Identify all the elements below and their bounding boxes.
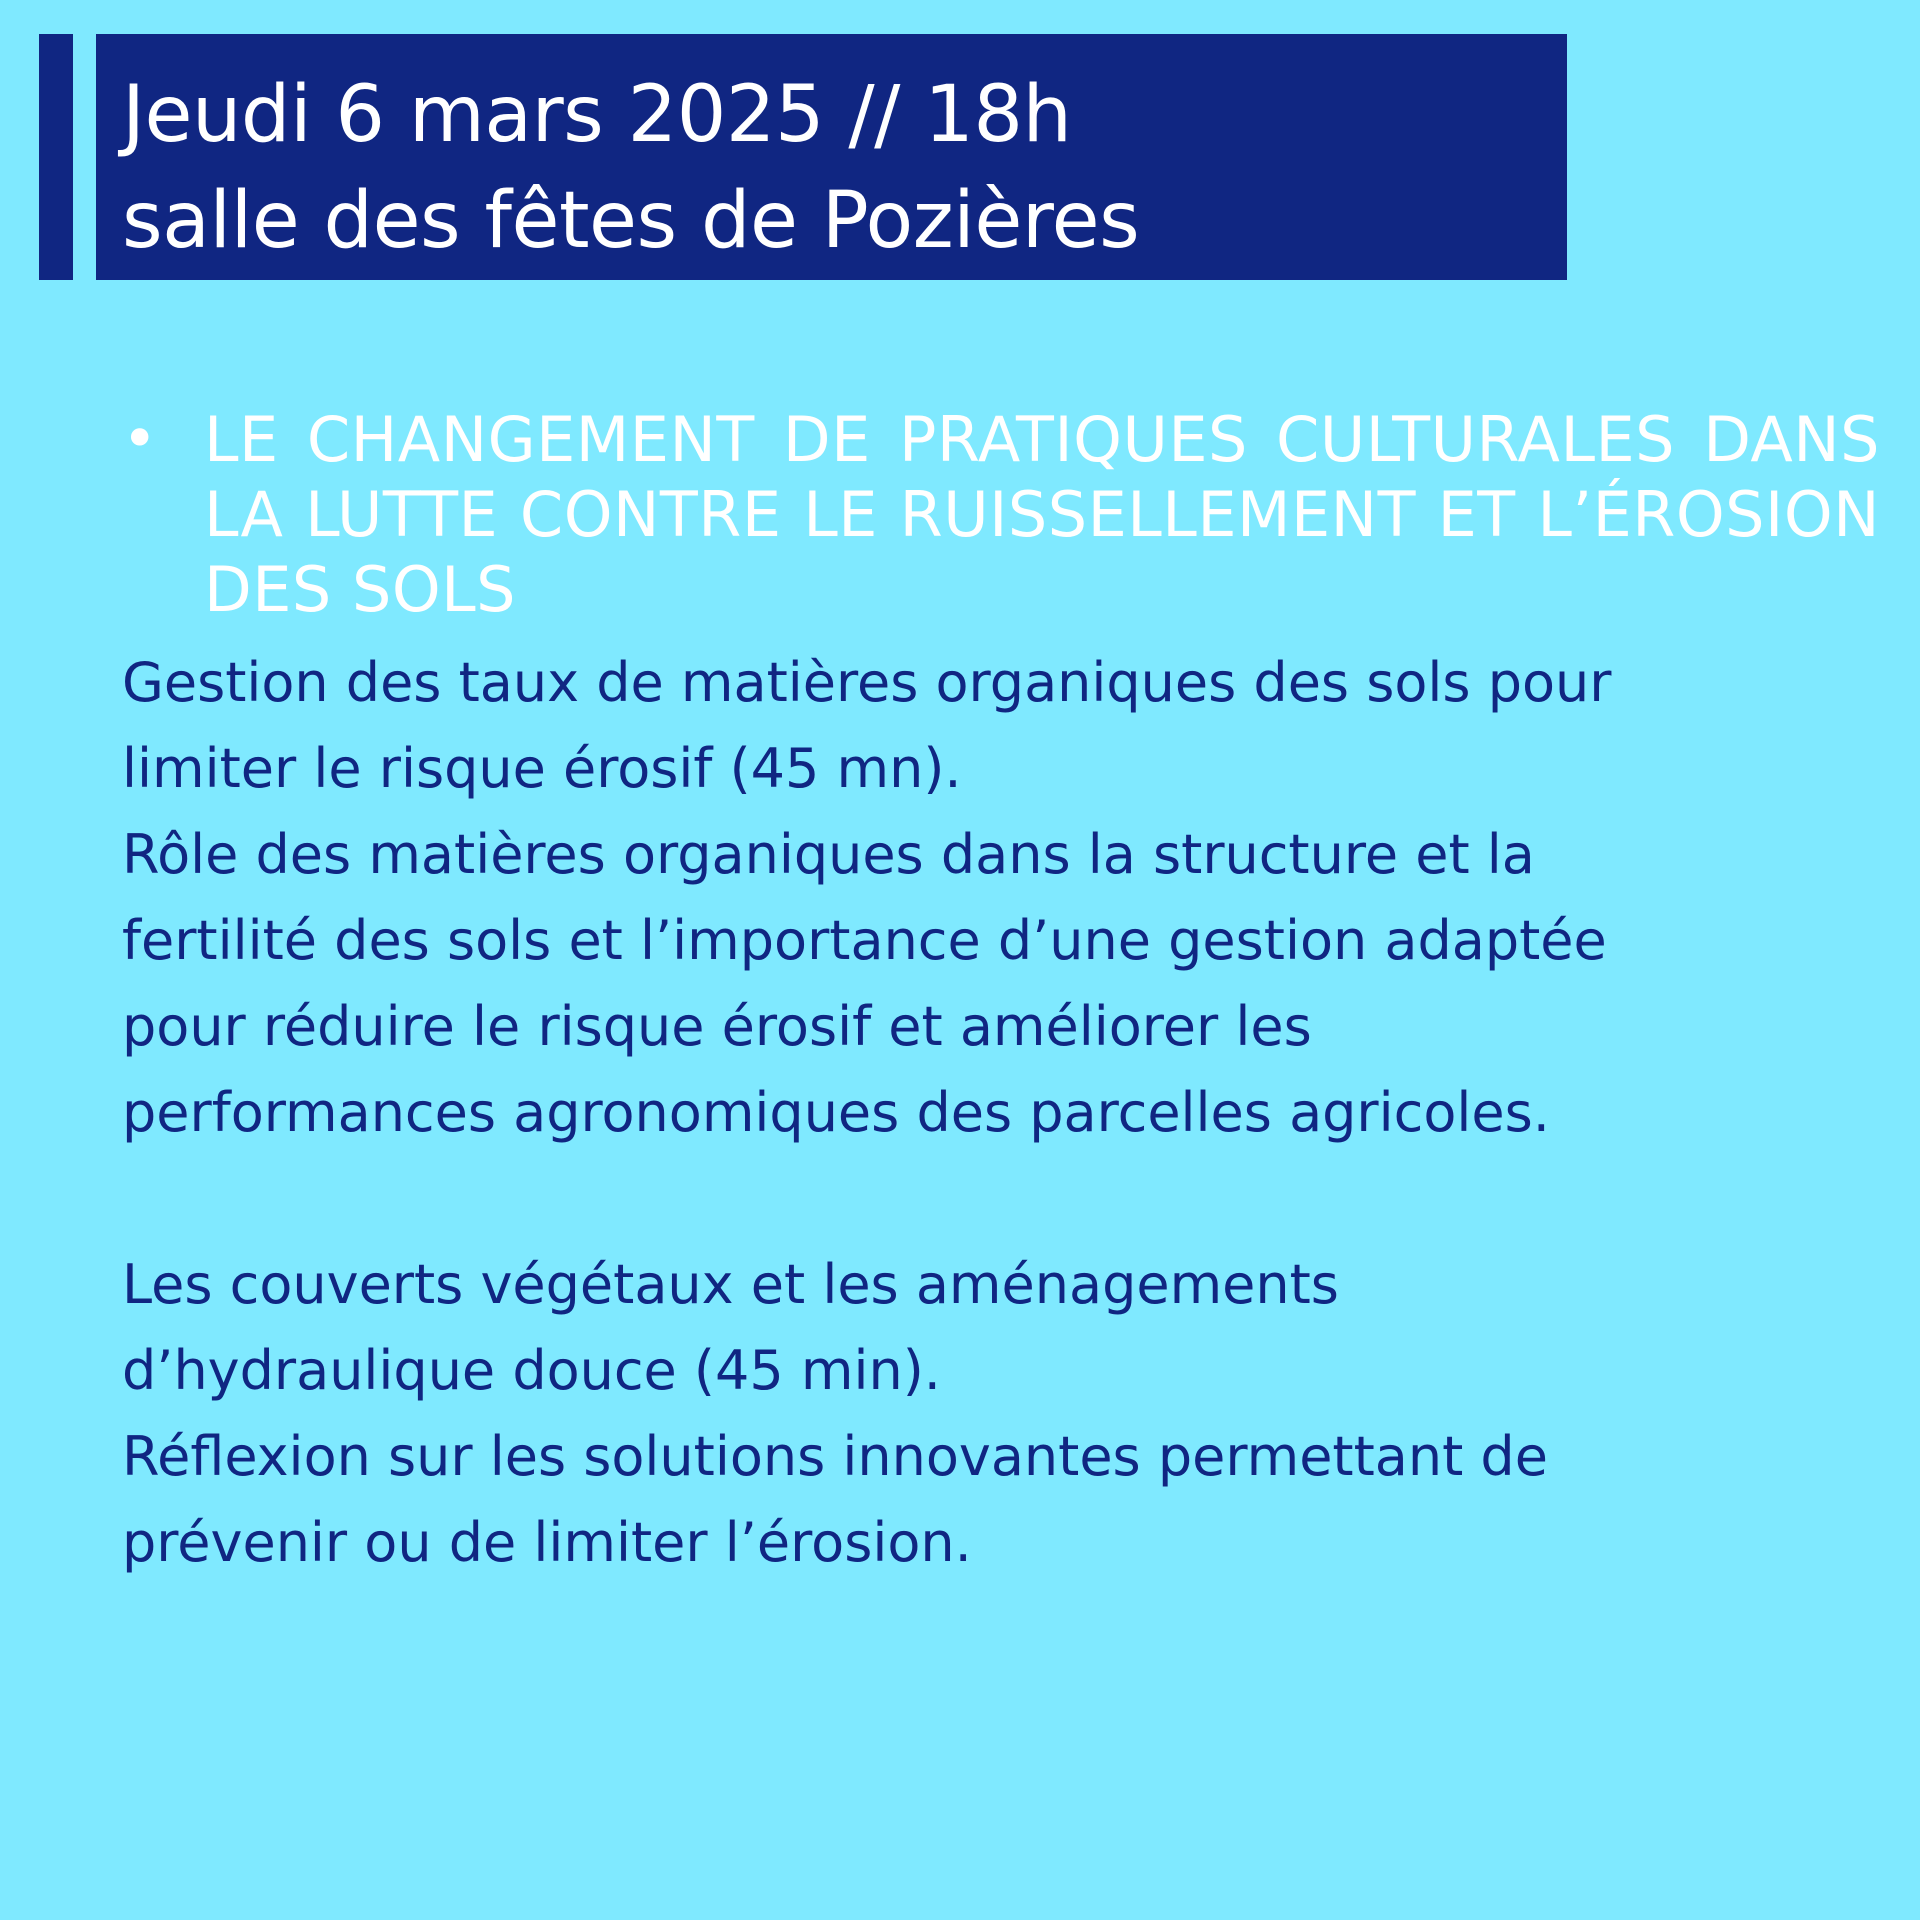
session1-heading-line: limiter le risque érosif (45 mn). xyxy=(122,737,962,800)
topic-title: LE CHANGEMENT DE PRATIQUES CULTURALES DANS LA LUTTE CONTRE LE RUISSELLEMENT ET L’ÉROSION DES SOLS xyxy=(204,403,1880,626)
program-description xyxy=(122,640,1902,1586)
session2-heading-line: Les couverts végétaux et les aménagements xyxy=(122,1253,1339,1316)
session1-heading-line: Gestion des taux de matières organiques des sols pour xyxy=(122,651,1612,714)
bullet-icon: • xyxy=(122,404,158,474)
session1-description-line: pour réduire le risque érosif et améliorer les xyxy=(122,995,1312,1058)
paragraph-spacer xyxy=(122,1156,1902,1242)
event-venue: salle des fêtes de Pozières xyxy=(122,176,1140,266)
event-header xyxy=(96,34,1567,280)
session1-description-line: Rôle des matières organiques dans la structure et la xyxy=(122,823,1535,886)
header-accent-bar xyxy=(39,34,73,280)
topic-bullet-item xyxy=(122,402,1880,627)
event-date-time: Jeudi 6 mars 2025 // 18h xyxy=(122,70,1072,160)
session2-heading-line: d’hydraulique douce (45 min). xyxy=(122,1339,941,1402)
session2-description-line: prévenir ou de limiter l’érosion. xyxy=(122,1511,972,1574)
session1-description-line: fertilité des sols et l’importance d’une gestion adaptée xyxy=(122,909,1607,972)
session2-description-line: Réflexion sur les solutions innovantes permettant de xyxy=(122,1425,1548,1488)
session1-description-line: performances agronomiques des parcelles agricoles. xyxy=(122,1081,1550,1144)
